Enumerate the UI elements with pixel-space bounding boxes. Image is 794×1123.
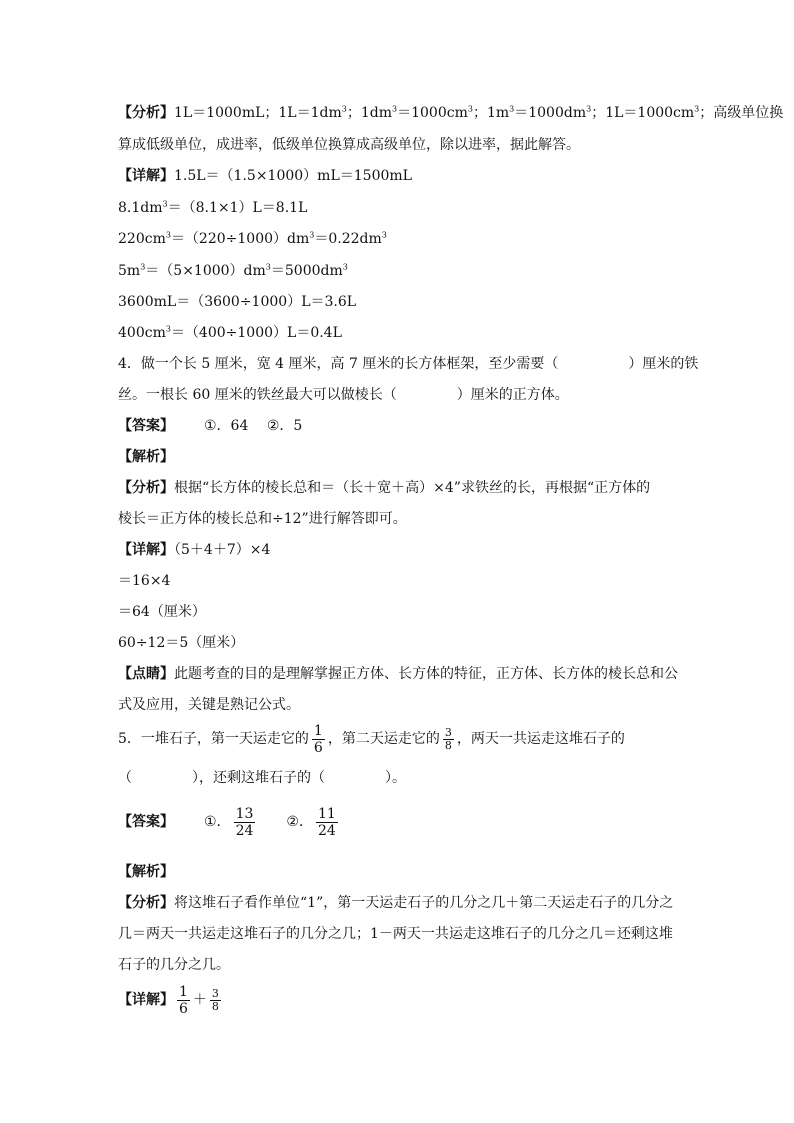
q5-analysis-3: 石子的几分之几。 [118,957,230,973]
calc-line-2: $220cm^3=(220\div 1000)dm^3=0.22dm^3$ [118,230,387,247]
q4-stem-line-1: 4．做一个长 5 厘米，宽 4 厘米，高 7 厘米的长方体框架，至少需要（ ）厘米的铁 [118,356,699,372]
q5-analysis-2: 几＝两天一共运走这堆石子的几分之几；1－两天一共运走这堆石子的几分之几＝还剩这堆 [118,926,673,942]
q4-detail-4: 60÷12＝5（厘米） [118,635,245,651]
q4-detail-2: ＝16×4 [118,573,171,589]
q4-remark-2: 式及应用，关键是熟记公式。 [118,697,300,713]
detail-fraction-1-6: $\frac{1}{6}$ [179,983,188,1017]
calc-line-3: $5m^3=(5\times 1000)dm^3=5000dm^3$ [118,262,348,279]
answer-fraction-11-24: $\frac{11}{24}$ [317,805,336,839]
q4-jiexi-heading: 【解析】 [118,449,174,465]
calc-line-5: $400cm^3=(400\div 1000)L=0.4L$ [118,324,342,341]
q4-detail-1: 【详解】（5＋4＋7）×4 [118,542,271,558]
q5-jiexi-heading: 【解析】 [118,864,174,880]
calc-line-1: $8.1dm^3=(8.1\times 1)L=8.1L$ [118,199,308,216]
q4-analysis-2: 棱长＝正方体的棱长总和÷12”进行解答即可。 [118,511,407,527]
fraction-1-6: $\frac{1}{6}$ [313,722,323,756]
q4-answer: 【答案】 ①．64 ②．5 [118,418,303,434]
q4-stem-line-2: 丝。一根长 60 厘米的铁丝最大可以做棱长（ ）厘米的正方体。 [118,387,569,403]
detail-line-1: 【详解】1.5L＝（1.5×1000）mL＝1500mL [118,168,412,184]
answer-fraction-13-24: $\frac{13}{24}$ [235,805,254,839]
analysis-line-2: 算成低级单位，成进率，低级单位换算成高级单位，除以进率，据此解答。 [118,137,580,153]
analysis-line-1: 【分析】1L＝1000mL；$1L=1dm^3$；$1dm^3=1000cm^3$；$1m^3=1000dm^3$；$1L=1000cm^3$；高级单位换 [118,104,784,121]
calc-line-4: 3600mL＝（3600÷1000）L＝3.6L [118,294,357,310]
q5-analysis-1: 【分析】将这堆石子看作单位“1”，第一天运走石子的几分之几＋第二天运走石子的几分之 [118,895,674,911]
detail-fraction-3-8: $\frac{3}{8}$ [211,986,219,1013]
q5-stem-line-2: （ ），还剩这堆石子的（ ）。 [118,770,406,786]
q4-remark-1: 【点睛】此题考查的目的是理解掌握正方体、长方体的特征，正方体、长方体的棱长总和公 [118,666,678,682]
fraction-3-8: $\frac{3}{8}$ [444,725,452,752]
q5-stem-line-1: 5．一堆石子，第一天运走它的 $\frac{1}{6}$ ，第二天运走它的 $\frac{3}{8}$ ，两天一共运走这堆石子的 [118,722,625,756]
q5-detail-1: 【详解】 $\frac{1}{6}$ ＋ $\frac{3}{8}$ [118,983,219,1017]
q4-detail-3: ＝64（厘米） [118,604,206,620]
q4-analysis-1: 【分析】根据“长方体的棱长总和＝（长＋宽＋高）×4”求铁丝的长，再根据“正方体的 [118,480,651,496]
q5-answer: 【答案】 ①． $\frac{13}{24}$ ②． $\frac{11}{24}$ [118,805,336,839]
